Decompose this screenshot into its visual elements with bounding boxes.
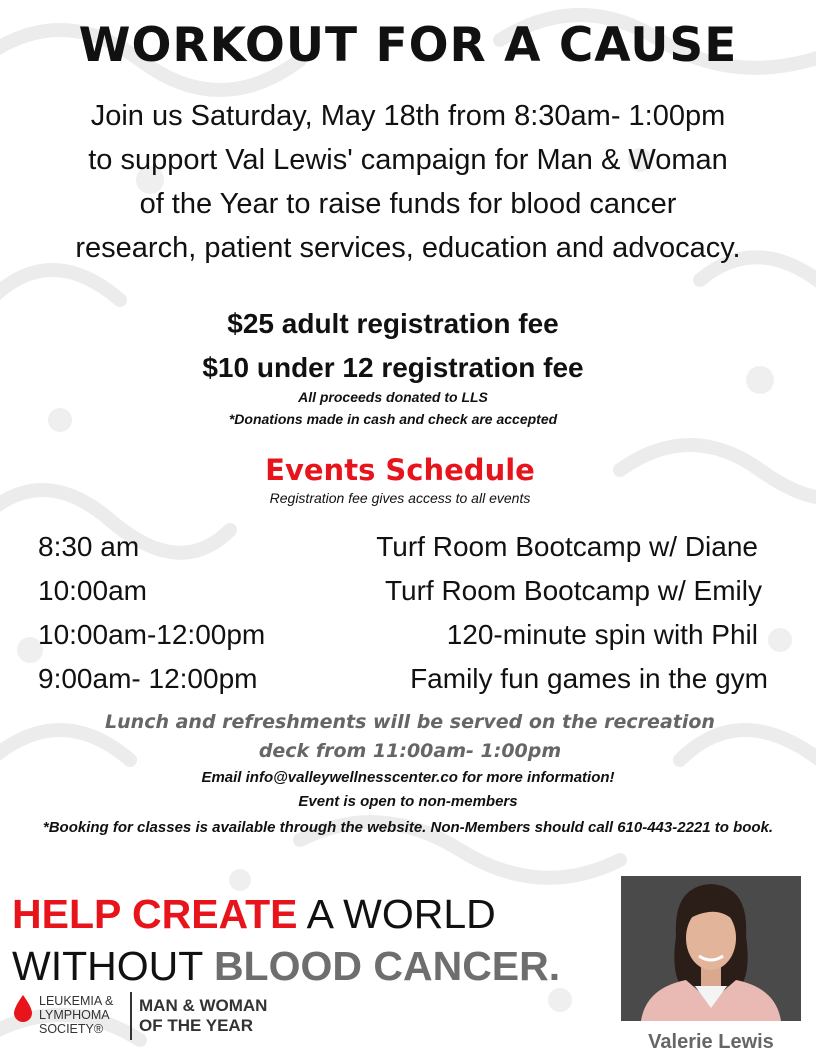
- slogan-line: [12, 888, 612, 940]
- lls-name-line: SOCIETY®: [39, 1022, 104, 1036]
- schedule-event: Turf Room Bootcamp w/ Emily: [384, 575, 762, 606]
- moy-name: [139, 996, 267, 1036]
- portrait-image: [621, 876, 801, 1021]
- proceeds-note: All proceeds donated to LLS: [298, 389, 488, 405]
- lls-name-line: LYMPHOMA: [39, 1008, 110, 1022]
- events-subheading: Registration fee gives access to all events: [269, 490, 531, 506]
- slogan-gray: BLOOD CANCER.: [213, 943, 561, 989]
- lls-logo: [12, 990, 312, 1042]
- page-title: WORKOUT FOR A CAUSE: [78, 18, 738, 73]
- logo-divider: [130, 992, 132, 1040]
- intro-line: of the Year to raise funds for blood cancer: [139, 188, 677, 220]
- intro-line: Join us Saturday, May 18th from 8:30am- 1:00pm: [90, 100, 726, 132]
- booking-info: *Booking for classes is available through the website. Non-Members should call 610-443-2221 to book.: [42, 819, 774, 836]
- schedule-time: 9:00am- 12:00pm: [38, 663, 258, 694]
- child-fee: $10 under 12 registration fee: [202, 352, 584, 383]
- schedule-row: [38, 575, 768, 611]
- intro-line: research, patient services, education and advocacy.: [75, 232, 741, 264]
- lunch-note: [60, 708, 760, 766]
- schedule-time: 8:30 am: [38, 531, 140, 562]
- portrait-photo: [621, 876, 801, 1021]
- open-info: Event is open to non-members: [298, 793, 518, 810]
- lls-name-line: LEUKEMIA &: [39, 994, 114, 1008]
- schedule-time: 10:00am-12:00pm: [38, 619, 266, 650]
- lunch-line: deck from 11:00am- 1:00pm: [258, 740, 562, 762]
- blood-drop-icon: [12, 994, 34, 1024]
- schedule-row: [38, 619, 768, 655]
- slogan-line: [12, 940, 612, 992]
- slogan-black: A WORLD: [297, 891, 496, 937]
- schedule-event: 120-minute spin with Phil: [446, 619, 758, 650]
- email-info: Email info@valleywellnesscenter.co for more information!: [201, 769, 615, 786]
- photo-caption: Valerie Lewis: [648, 1031, 774, 1053]
- slogan-black: WITHOUT: [12, 943, 214, 989]
- slogan-red: HELP CREATE: [12, 891, 298, 937]
- slogan: [12, 888, 612, 992]
- events-heading: Events Schedule: [265, 453, 535, 487]
- moy-name-line: OF THE YEAR: [139, 1016, 253, 1035]
- lunch-line: Lunch and refreshments will be served on the recreation: [105, 711, 715, 733]
- donations-note: *Donations made in cash and check are accepted: [228, 411, 558, 427]
- schedule-event: Turf Room Bootcamp w/ Diane: [376, 531, 758, 562]
- schedule-row: [38, 531, 768, 567]
- adult-fee: $25 adult registration fee: [227, 308, 559, 339]
- intro-text: [20, 94, 796, 270]
- moy-name-line: MAN & WOMAN: [139, 996, 268, 1015]
- schedule-event: Family fun games in the gym: [410, 663, 768, 694]
- intro-line: to support Val Lewis' campaign for Man & Woman: [88, 144, 728, 176]
- schedule-time: 10:00am: [38, 575, 147, 606]
- lls-name: [39, 994, 113, 1036]
- schedule-row: [38, 663, 768, 699]
